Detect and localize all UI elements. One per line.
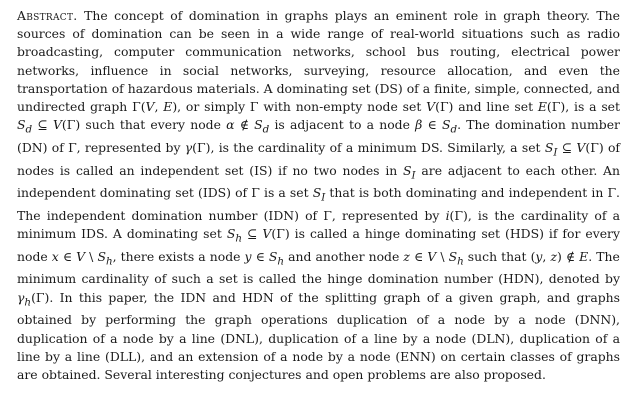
abstract-paragraph [17,7,620,384]
abstract-text: is adjacent to a node [269,117,416,133]
abstract-text: and another node [284,248,404,264]
math-subscript: d [25,123,33,136]
abstract-text: and line set [453,99,538,115]
math-subscript: I [321,191,326,204]
abstract-text: , or simply [177,99,250,115]
abstract-text: such that [463,248,531,264]
math-subscript: d [450,123,458,136]
abstract-text: , there exists a node [112,248,245,264]
math-expression: x ∈ V \ $S_h$ [51,248,113,268]
math-expression: $\gamma_h(\Gamma)$ [17,289,50,309]
math-expression: Γ [607,185,617,201]
math-subscript: h [105,255,113,268]
abstract-text: . In this paper, the IDN and HDN of the splitting graph of a given graph, and graphs obtained by performing the graph operations duplication of a node by a node (DNN), duplication of a node by a line (DNL), duplication of a line by a node (DLN), duplication of a line by a line (DLL), and an extension of a node by a node (ENN) on certain classes of graphs are obtained. Several interesting conjectures and open problems are also proposed. [17,289,620,382]
math-expression: Γ [251,185,260,201]
math-subscript: h [457,255,464,268]
math-expression: α ∉ $S_d$ [226,117,270,136]
abstract-text: The concept of domination in graphs plays an eminent role in graph theory. The sources of domination can be seen in a wide range of real-world situations such as radio broadcasting, computer communication networks, school bus routing, electrical power networks, influence in social networks, surveying, resource allocation, and even the transportation of hazardous materials. A dominating set (DS) of a finite, simple, connected, and undirected graph [17,8,620,115]
abstract-text: , represented by [76,139,185,155]
math-expression: $S_I$ [403,162,416,182]
math-expression: z ∈ V \ $S_h$ [403,248,464,268]
abstract-text: is called a hinge dominating set (HDS) if for every node [17,226,620,264]
math-subscript: h [235,232,243,245]
math-expression: i(Γ) [445,207,468,223]
math-subscript: d [262,123,270,136]
abstract-label: Abstract. [17,8,78,23]
math-subscript: I [411,169,416,182]
math-expression: V(Γ) [426,99,454,115]
math-expression: Γ [249,99,259,115]
math-expression: Γ [323,207,332,223]
math-subscript: h [277,255,285,268]
abstract-text: are adjacent to each other. An independent dominating set (IDS) of [17,162,620,201]
math-expression: Γ(V, E) [132,99,178,115]
abstract-text: . The independent domination number (IDN) of [17,185,620,223]
abstract-text: , is a set [565,99,620,115]
abstract-text: is a set [259,185,313,201]
abstract-body [17,8,620,382]
math-expression: $S_I$ ⊆ V(Γ) [544,139,604,159]
abstract-text: , is the cardinality of a minimum DS. Similarly, a set [210,139,545,155]
abstract-text: . The domination number (DN) of [17,117,620,155]
math-expression: (y, z) ∉ E [530,248,589,264]
math-expression: E(Γ) [537,99,566,115]
math-expression: γ(Γ) [184,139,211,155]
math-expression: β ∈ $S_d$ [415,117,458,136]
math-subscript: h [24,296,32,309]
abstract-text: , is the cardinality of a minimum IDS. A dominating set [17,207,620,242]
abstract-section [17,7,620,384]
math-expression: $S_h$ ⊆ V(Γ) [226,226,290,245]
math-expression: $S_d$ ⊆ V(Γ) [17,117,81,136]
math-subscript: I [553,146,558,159]
abstract-text: with non-empty node set [258,99,427,115]
abstract-text: that is both dominating and independent in [325,185,608,201]
abstract-text: . The minimum cardinality of such a set is called the hinge domination number (HDN), denoted by [17,248,620,287]
math-expression: y ∈ $S_h$ [244,248,285,268]
abstract-text: such that every node [80,117,227,133]
abstract-text: of nodes is called an independent set (IS) if no two nodes in [17,139,620,178]
abstract-text: , represented by [331,207,446,223]
math-expression: Γ [68,139,77,155]
math-expression: $S_I$ [312,185,326,204]
